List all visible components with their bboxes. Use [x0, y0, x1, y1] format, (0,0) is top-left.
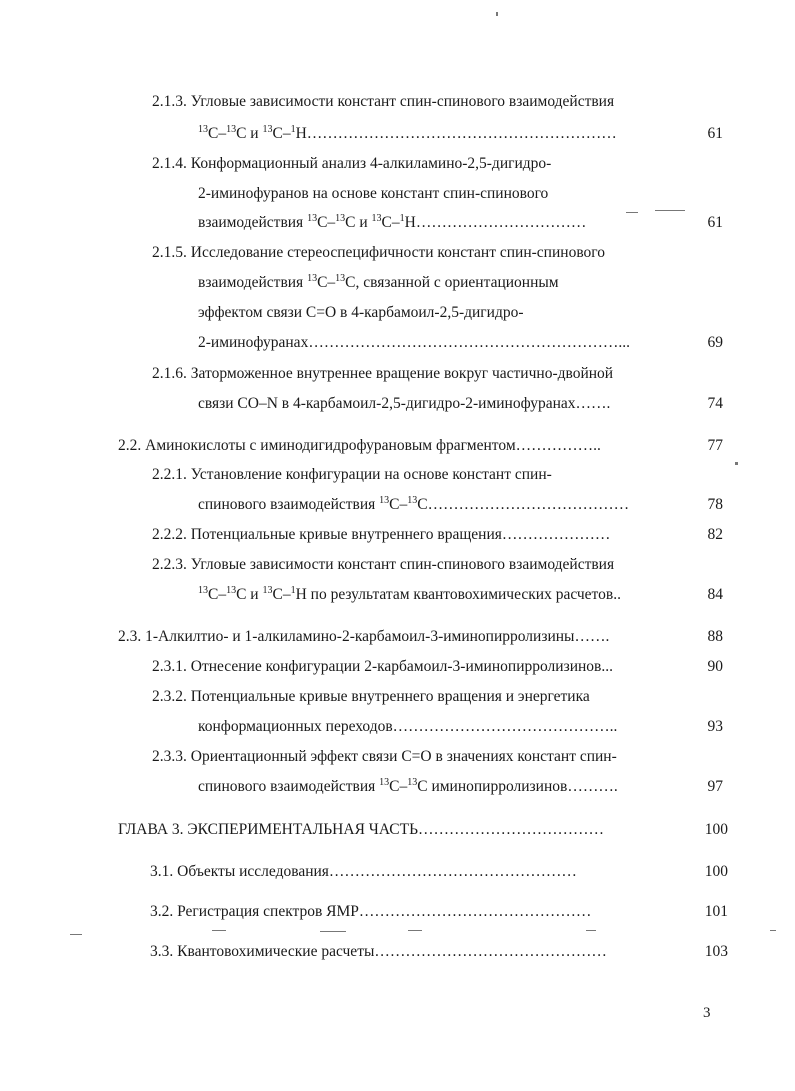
page-number: 74 — [707, 395, 723, 412]
page-number: 82 — [707, 526, 723, 543]
entry-text: Угловые зависимости констант спин-спинового взаимодействия — [190, 93, 615, 110]
page-number: 69 — [707, 334, 723, 351]
toc-entry-2-1-4-title: 2.1.4. Конформационный анализ 4-алкиламино-2,5-дигидро- — [152, 155, 552, 172]
toc-entry-2-1-5-title: 2.1.5. Исследование стереоспецифичности констант спин-спинового — [152, 244, 605, 261]
toc-entry-2-1-6-title: 2.1.6. Заторможенное внутреннее вращение вокруг частично-двойной — [152, 365, 614, 382]
scan-speck — [496, 12, 498, 16]
scan-speck — [212, 930, 226, 931]
page-number: 101 — [704, 903, 728, 920]
toc-entry-3-1: 3.1. Объекты исследования………………………………………… — [150, 863, 577, 880]
page-number: 90 — [707, 658, 723, 675]
page-number: 61 — [707, 214, 723, 231]
toc-entry-2-1-5-cont2: эффектом связи C=O в 4-карбамоил-2,5-дигидро- — [198, 304, 524, 321]
toc-entry-2-2-2: 2.2.2. Потенциальные кривые внутреннего вращения………………… — [152, 526, 611, 543]
scan-speck — [735, 462, 738, 465]
toc-entry-2-2-1-title: 2.2.1. Установление конфигурации на основе констант спин- — [152, 466, 552, 483]
toc-entry-2-1-4-cont2: взаимодействия $^{13}$C–$^{13}$C и $^{13}$C–$^1$H…………………………… — [198, 213, 587, 231]
toc-entry-2-2-1-cont: спинового взаимодействия $^{13}$C–$^{13}$C………………………………… — [198, 495, 630, 513]
page-number: 84 — [707, 586, 723, 603]
page-number: 100 — [704, 863, 728, 880]
toc-entry-2-1-5-cont: взаимодействия $^{13}$C–$^{13}$C, связанной с ориентационным — [198, 273, 559, 291]
scan-speck — [320, 931, 346, 932]
page-number: 100 — [704, 821, 728, 838]
page-number: 88 — [707, 628, 723, 645]
toc-chapter-3: ГЛАВА 3. ЭКСПЕРИМЕНТАЛЬНАЯ ЧАСТЬ……………………………… — [118, 821, 604, 838]
toc-entry-2-1-6-cont: связи CO–N в 4-карбамоил-2,5-дигидро-2-иминофуранах……. — [198, 395, 611, 412]
toc-entry-2-1-5-cont3: 2-иминофуранах……………………………………………………... — [198, 334, 630, 351]
page-number: 93 — [707, 718, 723, 735]
toc-entry-2-1-4-cont: 2-иминофуранов на основе констант спин-спинового — [198, 185, 549, 202]
toc-entry-2-3-2-cont: конформационных переходов…………………………………….. — [198, 718, 618, 735]
toc-entry-2-2: 2.2. Аминокислоты с иминодигидрофурановым фрагментом…………….. — [118, 437, 601, 454]
page-number: 103 — [704, 943, 728, 960]
page-number: 78 — [707, 496, 723, 513]
page-number: 61 — [707, 125, 723, 142]
toc-entry-3-2: 3.2. Регистрация спектров ЯМР……………………………………… — [150, 903, 592, 920]
toc-entry-2-3-1: 2.3.1. Отнесение конфигурации 2-карбамоил-3-иминопирролизинов... — [152, 658, 613, 675]
toc-entry-2-3-3-title: 2.3.3. Ориентационный эффект связи C=O в значениях констант спин- — [152, 748, 617, 765]
scan-speck — [70, 934, 82, 935]
scan-speck — [586, 930, 596, 931]
toc-entry-2-3-2-title: 2.3.2. Потенциальные кривые внутреннего вращения и энергетика — [152, 688, 590, 705]
scan-speck — [408, 930, 422, 931]
page-number: 77 — [707, 437, 723, 454]
toc-entry-2-2-3-cont: $^{13}$C–$^{13}$C и $^{13}$C–$^1$H по результатам квантовохимических расчетов.. — [198, 585, 621, 603]
toc-entry-2-3-3-cont: спинового взаимодействия $^{13}$C–$^{13}$C иминопирролизинов………. — [198, 777, 618, 795]
toc-entry-3-3: 3.3. Квантовохимические расчеты……………………………………… — [150, 943, 607, 960]
section-number: 2.1.3. — [152, 93, 187, 110]
toc-entry-2-2-3-title: 2.2.3. Угловые зависимости констант спин-спинового взаимодействия — [152, 556, 615, 573]
scan-speck — [626, 212, 638, 213]
scan-speck — [655, 210, 685, 211]
scan-speck — [770, 930, 776, 931]
toc-entry-2-1-3-cont: $^{13}$C–$^{13}$C и $^{13}$C–$^1$H…………………………………………………… — [198, 124, 617, 142]
toc-entry-2-1-3-title — [152, 92, 614, 112]
page-footer-number: 3 — [703, 1005, 711, 1021]
toc-entry-2-3: 2.3. 1-Алкилтио- и 1-алкиламино-2-карбамоил-3-иминопирролизины……. — [118, 628, 610, 645]
page-number: 97 — [707, 778, 723, 795]
